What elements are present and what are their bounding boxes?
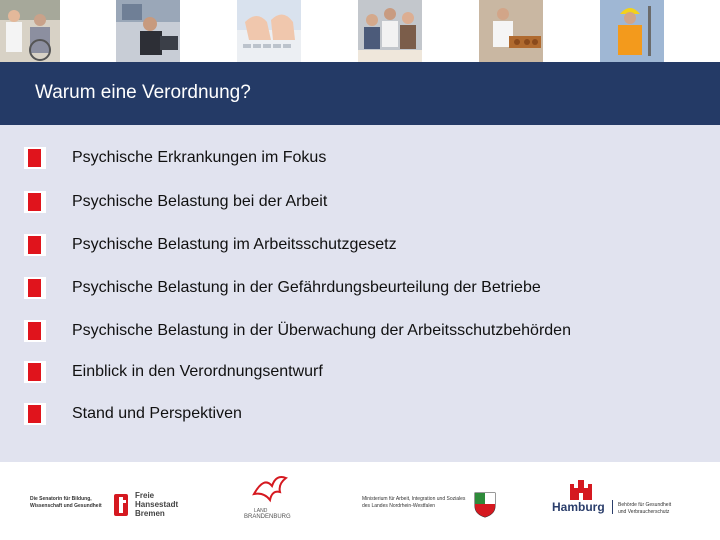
list-item <box>0 361 720 389</box>
brandenburg-logo <box>240 470 300 532</box>
photo-baker <box>479 0 543 62</box>
photo-care <box>0 0 60 62</box>
list-item-text: Psychische Belastung in der Gefährdungsbeurteilung der Betriebe <box>72 279 541 296</box>
bremen-key-icon <box>112 492 130 518</box>
bremen-name-line-1: Freie <box>135 491 155 500</box>
bremen-logo <box>30 490 190 524</box>
bullet-icon <box>24 277 46 299</box>
photo-office-worker <box>116 0 180 62</box>
list-item <box>0 320 720 348</box>
content-panel <box>0 125 720 462</box>
nrw-line-2: des Landes Nordrhein-Westfalen <box>362 503 436 509</box>
list-item-text: Psychische Belastung im Arbeitsschutzgesetz <box>72 236 397 253</box>
page-title: Warum eine Verordnung? <box>35 82 251 103</box>
bremen-senator-line-2: Wissenschaft und Gesundheit <box>30 503 102 509</box>
hamburg-wordmark: Hamburg <box>552 500 605 514</box>
photo-construction-worker <box>600 0 664 62</box>
hamburg-logo <box>552 480 712 520</box>
hamburg-castle-icon <box>566 480 596 500</box>
bremen-name-line-3: Bremen <box>135 509 165 518</box>
nrw-crest-icon <box>474 492 496 518</box>
list-item-text: Psychische Erkrankungen im Fokus <box>72 149 327 166</box>
footer-logos <box>0 462 720 540</box>
photo-typing-hands <box>237 0 301 62</box>
brandenburg-line-1: LAND <box>254 508 268 514</box>
list-item <box>0 277 720 305</box>
hamburg-line-2: und Verbraucherschutz <box>618 509 670 515</box>
bullet-icon <box>24 403 46 425</box>
list-item <box>0 403 720 431</box>
bremen-name-line-2: Hansestadt <box>135 500 179 509</box>
list-item <box>0 191 720 219</box>
hamburg-line-1: Behörde für Gesundheit <box>618 502 672 508</box>
list-item-text: Psychische Belastung in der Überwachung der Arbeitsschutzbehörden <box>72 322 571 339</box>
header-photo-strip <box>0 0 720 62</box>
nrw-line-1: Ministerium für Arbeit, Integration und Soziales <box>362 496 466 502</box>
list-item <box>0 147 720 175</box>
list-item <box>0 234 720 262</box>
list-item-text: Stand und Perspektiven <box>72 405 242 422</box>
bullet-icon <box>24 361 46 383</box>
brandenburg-line-2: BRANDENBURG <box>244 514 291 520</box>
bullet-icon <box>24 320 46 342</box>
title-bar <box>0 62 720 125</box>
hamburg-divider <box>612 500 613 514</box>
bullet-icon <box>24 234 46 256</box>
nrw-logo <box>362 492 522 522</box>
photo-team-meeting <box>358 0 422 62</box>
list-item-text: Einblick in den Verordnungsentwurf <box>72 363 323 380</box>
eagle-icon <box>250 472 290 506</box>
bremen-senator-line-1: Die Senatorin für Bildung, <box>30 496 92 502</box>
list-item-text: Psychische Belastung bei der Arbeit <box>72 193 328 210</box>
bullet-icon <box>24 191 46 213</box>
bullet-icon <box>24 147 46 169</box>
